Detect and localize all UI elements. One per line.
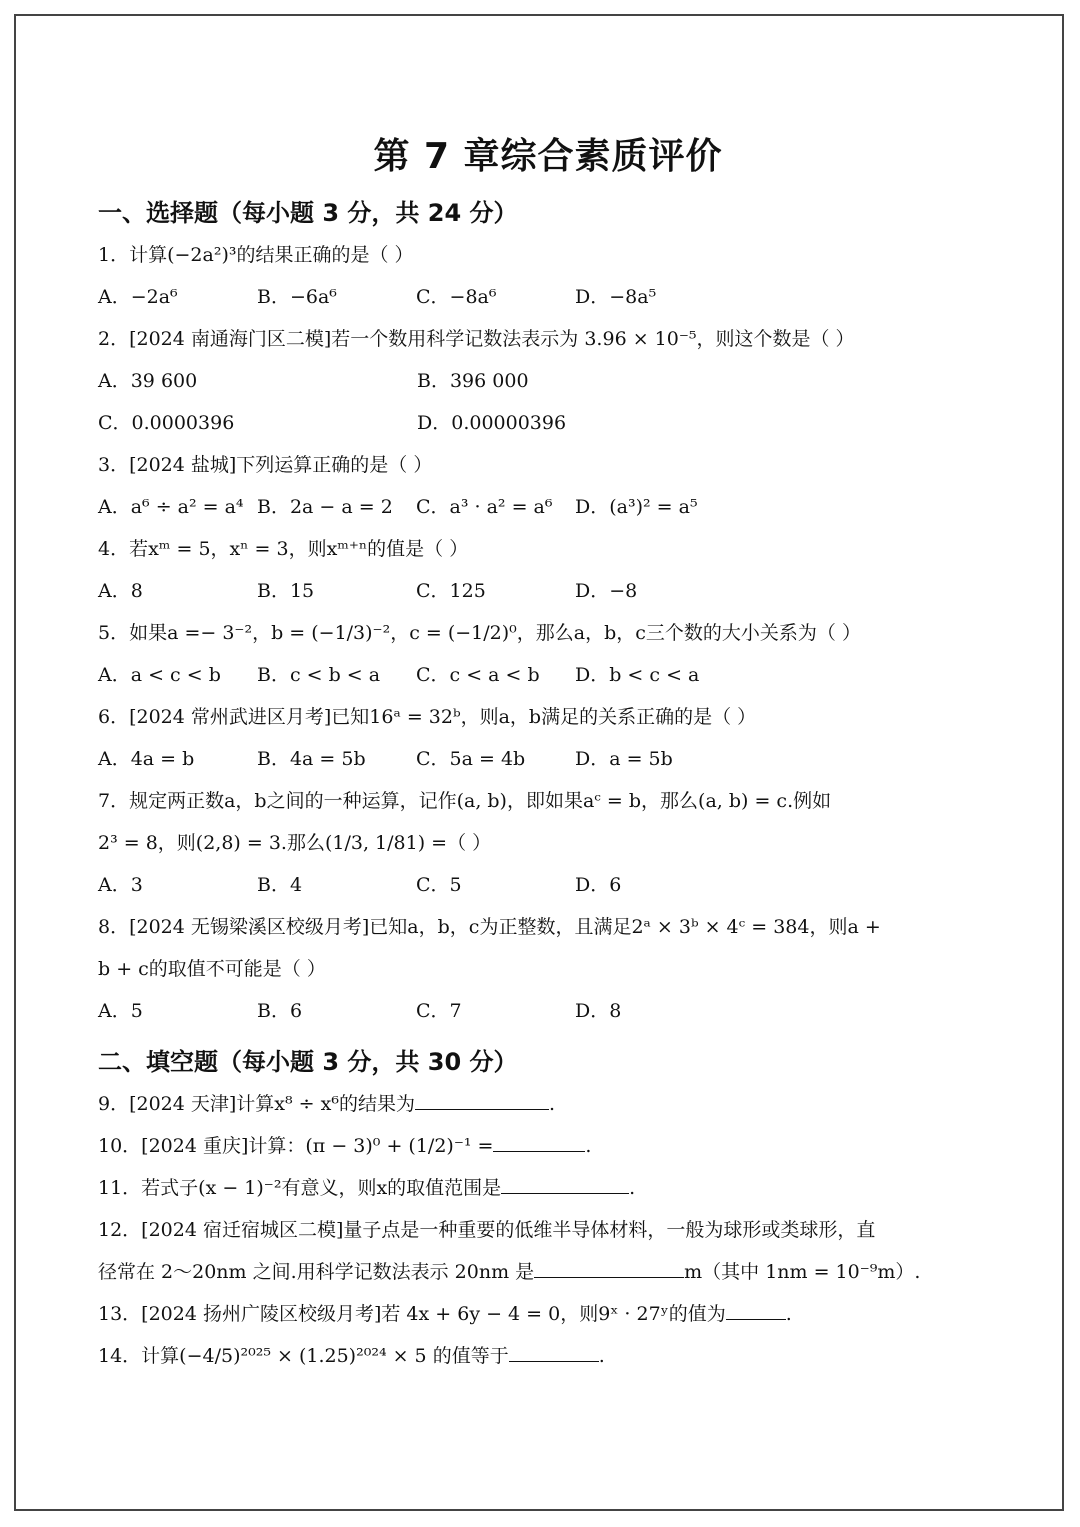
answer-blank [501,1171,629,1194]
question-1-options [98,276,998,318]
option-a: A．5 [98,1000,143,1022]
option-c: C．c < a < b [416,664,540,686]
question-12-text: 径常在 2～20nm 之间.用科学记数法表示 20nm 是 [98,1261,535,1283]
answer-blank [726,1297,786,1320]
question-5: 5．如果a =− 3⁻²，b = (−1/3)⁻²，c = (−1/2)⁰，那么a，b，c三个数的大小关系为（ ） [98,622,861,644]
question-14 [98,1335,998,1377]
option-a: A．4a = b [98,748,195,770]
answer-blank [493,1129,585,1152]
question-7-options [98,864,998,906]
question-9-end: . [548,1093,556,1115]
question-13-text: 13．[2024 扬州广陵区校级月考]若 4x + 6y − 4 = 0，则9ˣ · 27ʸ的值为 [98,1303,726,1325]
question-4: 4．若xᵐ = 5，xⁿ = 3，则xᵐ⁺ⁿ的值是（ ） [98,538,469,560]
question-9 [98,1083,998,1125]
option-c: C．5 [416,874,462,896]
question-11-end: . [629,1177,636,1199]
option-a: A．a⁶ ÷ a² = a⁴ [98,496,244,518]
question-5-options [98,654,998,696]
question-2: 2．[2024 南通海门区二模]若一个数用科学记数法表示为 3.96 × 10⁻⁵，则这个数是（ ） [98,328,855,350]
question-7-line2: 2³ = 8，则(2,8) = 3.那么(1/3, 1/81) =（ ） [98,832,492,854]
question-8-options [98,990,998,1032]
answer-blank [509,1339,599,1362]
question-12-end: m（其中 1nm = 10⁻⁹m）. [684,1261,921,1283]
question-8-line2: b + c的取值不可能是（ ） [98,958,326,980]
question-2-options-row2 [98,402,998,444]
option-c: C．a³ · a² = a⁶ [416,496,553,518]
worksheet [98,128,998,1377]
question-1: 1．计算(−2a²)³的结果正确的是（ ） [98,244,414,266]
option-c: C．7 [416,1000,462,1022]
option-a: A．−2a⁶ [98,286,178,308]
question-3: 3．[2024 盐城]下列运算正确的是（ ） [98,454,433,476]
question-2-options-row1 [98,360,998,402]
option-d: D．8 [575,1000,622,1022]
option-b: B．6 [257,1000,303,1022]
option-c: C．125 [416,580,486,602]
question-10-text: 10．[2024 重庆]计算：(π − 3)⁰ + (1/2)⁻¹ = [98,1135,494,1157]
option-a: A．3 [98,874,143,896]
question-10-end: . [585,1135,592,1157]
option-b: B．396 000 [417,370,529,392]
option-c: C．0.0000396 [98,412,235,434]
question-6-options [98,738,998,780]
option-a: A．a < c < b [98,664,221,686]
option-d: D．−8a⁵ [575,286,657,308]
question-6: 6．[2024 常州武进区月考]已知16ᵃ = 32ᵇ，则a，b满足的关系正确的是（ ） [98,706,757,728]
option-c: C．−8a⁶ [416,286,497,308]
section-heading-choice: 一、选择题（每小题 3 分，共 24 分） [98,199,518,227]
option-b: B．−6a⁶ [257,286,337,308]
option-d: D．b < c < a [575,664,700,686]
option-a: A．39 600 [98,370,198,392]
question-3-options [98,486,998,528]
question-12-line2 [98,1251,998,1293]
question-12-line1: 12．[2024 宿迁宿城区二模]量子点是一种重要的低维半导体材料，一般为球形或类球形，直 [98,1219,876,1241]
page-title: 第 7 章综合素质评价 [373,136,723,177]
question-9-text: 9．[2024 天津]计算x⁸ ÷ x⁶的结果为 [98,1093,415,1115]
option-d: D．−8 [575,580,638,602]
option-d: D．0.00000396 [417,412,567,434]
question-14-text: 14．计算(−4/5)²⁰²⁵ × (1.25)²⁰²⁴ × 5 的值等于 [98,1345,509,1367]
section-heading-fill: 二、填空题（每小题 3 分，共 30 分） [98,1048,518,1076]
option-b: B．15 [257,580,315,602]
question-7-line1: 7．规定两正数a，b之间的一种运算，记作(a, b)，即如果aᶜ = b，那么(a, b) = c.例如 [98,790,832,812]
option-a: A．8 [98,580,143,602]
question-11 [98,1167,998,1209]
answer-blank [534,1255,684,1278]
option-d: D．a = 5b [575,748,673,770]
option-d: D．(a³)² = a⁵ [575,496,698,518]
option-b: B．c < b < a [257,664,381,686]
answer-blank [415,1087,549,1110]
option-c: C．5a = 4b [416,748,526,770]
option-b: B．2a − a = 2 [257,496,393,518]
question-13-end: . [785,1303,792,1325]
option-d: D．6 [575,874,622,896]
option-b: B．4 [257,874,303,896]
question-13 [98,1293,998,1335]
option-b: B．4a = 5b [257,748,366,770]
question-14-end: . [598,1345,605,1367]
question-10 [98,1125,998,1167]
question-4-options [98,570,998,612]
question-11-text: 11．若式子(x − 1)⁻²有意义，则x的取值范围是 [98,1177,502,1199]
question-8-line1: 8．[2024 无锡梁溪区校级月考]已知a，b，c为正整数，且满足2ᵃ × 3ᵇ × 4ᶜ = 384，则a + [98,916,881,938]
